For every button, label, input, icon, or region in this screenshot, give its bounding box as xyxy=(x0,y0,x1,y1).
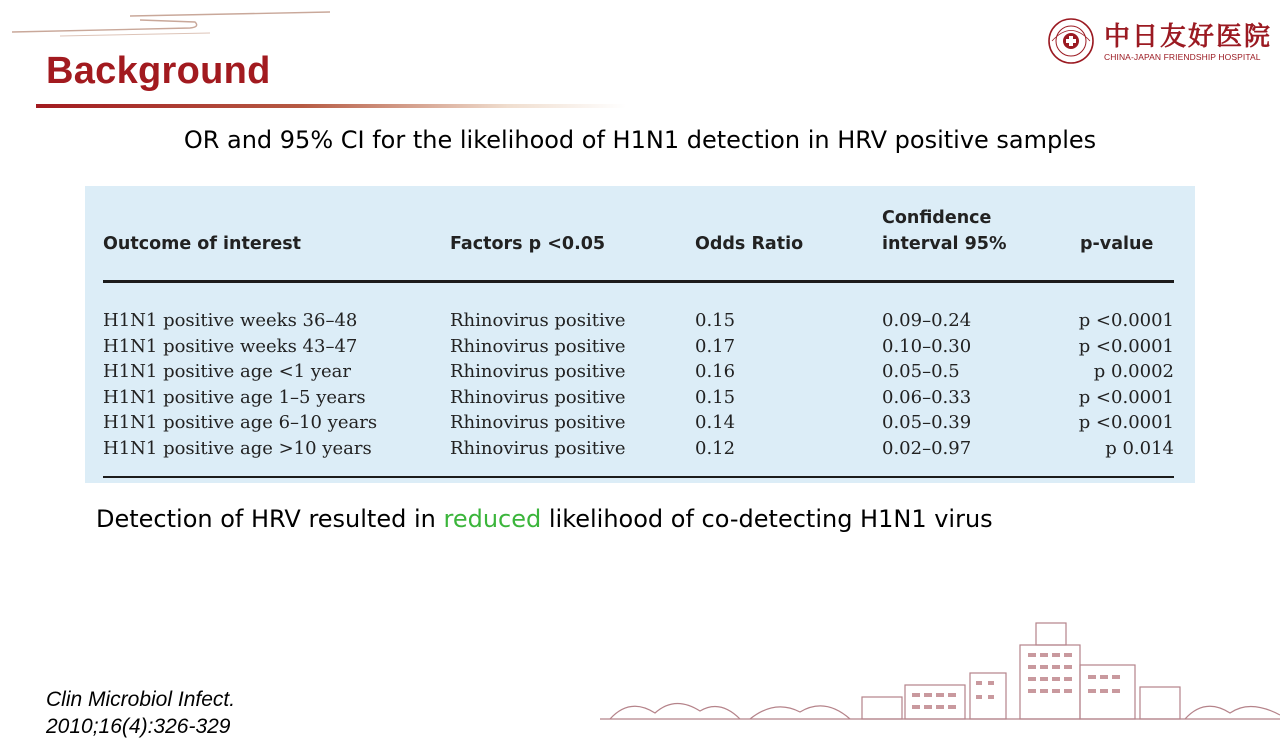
conclusion-text xyxy=(96,505,993,533)
citation-journal: Clin Microbiol Infect. xyxy=(46,688,236,711)
cell-outcome: H1N1 positive age >10 years xyxy=(103,437,372,459)
cell-p-value: p 0.0002 xyxy=(1093,361,1174,382)
cell-factor: Rhinovirus positive xyxy=(450,361,626,382)
cell-outcome: H1N1 positive age 1–5 years xyxy=(103,386,366,408)
cell-outcome: H1N1 positive weeks 36–48 xyxy=(103,310,358,331)
cell-p-value: p 0.014 xyxy=(1105,437,1174,459)
slide-title: Background xyxy=(46,50,271,92)
hospital-logo xyxy=(1044,14,1273,66)
header-confidence-interval xyxy=(882,205,1007,257)
cell-p-value: p <0.0001 xyxy=(1078,386,1174,408)
header-p-value: p-value xyxy=(1080,234,1154,254)
citation xyxy=(46,686,235,740)
cell-ci: 0.02–0.97 xyxy=(882,437,972,459)
cell-p-value: p <0.0001 xyxy=(1078,310,1174,331)
cell-odds-ratio: 0.17 xyxy=(695,335,736,357)
cell-factor: Rhinovirus positive xyxy=(450,412,626,433)
cell-outcome: H1N1 positive age <1 year xyxy=(103,361,352,382)
cell-p-value: p <0.0001 xyxy=(1078,412,1174,433)
citation-volume: 2010;16(4):326-329 xyxy=(46,715,231,738)
cell-p-value: p <0.0001 xyxy=(1078,335,1174,357)
cell-ci: 0.09–0.24 xyxy=(882,310,972,331)
cell-ci: 0.05–0.5 xyxy=(882,361,960,382)
cell-factor: Rhinovirus positive xyxy=(450,386,626,408)
slide-subtitle: OR and 95% CI for the likelihood of H1N1 detection in HRV positive samples xyxy=(183,126,1097,154)
hospital-seal-icon xyxy=(1046,16,1096,66)
hospital-name-english: CHINA-JAPAN FRIENDSHIP HOSPITAL xyxy=(1104,52,1261,62)
cell-odds-ratio: 0.15 xyxy=(695,310,736,331)
cell-ci: 0.05–0.39 xyxy=(882,412,972,433)
title-underline xyxy=(36,104,626,108)
header-outcome: Outcome of interest xyxy=(103,234,301,254)
cell-odds-ratio: 0.16 xyxy=(695,361,736,382)
cell-odds-ratio: 0.12 xyxy=(695,437,736,459)
hospital-skyline-illustration xyxy=(600,615,1280,720)
conclusion-after: likelihood of co-detecting H1N1 virus xyxy=(541,505,993,533)
header-ci-line2: interval 95% xyxy=(882,234,1007,254)
cell-ci: 0.06–0.33 xyxy=(882,386,972,408)
cell-factor: Rhinovirus positive xyxy=(450,437,626,459)
cell-outcome: H1N1 positive age 6–10 years xyxy=(103,412,378,433)
decorative-header-lines xyxy=(0,0,340,40)
cell-odds-ratio: 0.14 xyxy=(695,412,736,433)
header-factors: Factors p <0.05 xyxy=(450,234,606,254)
hospital-name-chinese: 中日友好医院 xyxy=(1104,22,1273,52)
header-ci-line1: Confidence xyxy=(882,208,992,228)
conclusion-before: Detection of HRV resulted in xyxy=(96,505,444,533)
cell-factor: Rhinovirus positive xyxy=(450,310,626,331)
cell-outcome: H1N1 positive weeks 43–47 xyxy=(103,335,358,357)
cell-odds-ratio: 0.15 xyxy=(695,386,736,408)
conclusion-highlight: reduced xyxy=(443,505,542,533)
results-table xyxy=(85,186,1195,483)
table-bottom-rule xyxy=(103,476,1174,478)
cell-factor: Rhinovirus positive xyxy=(450,335,626,357)
table-header-rule xyxy=(103,280,1174,283)
cell-ci: 0.10–0.30 xyxy=(882,335,972,357)
header-odds-ratio: Odds Ratio xyxy=(695,234,804,254)
